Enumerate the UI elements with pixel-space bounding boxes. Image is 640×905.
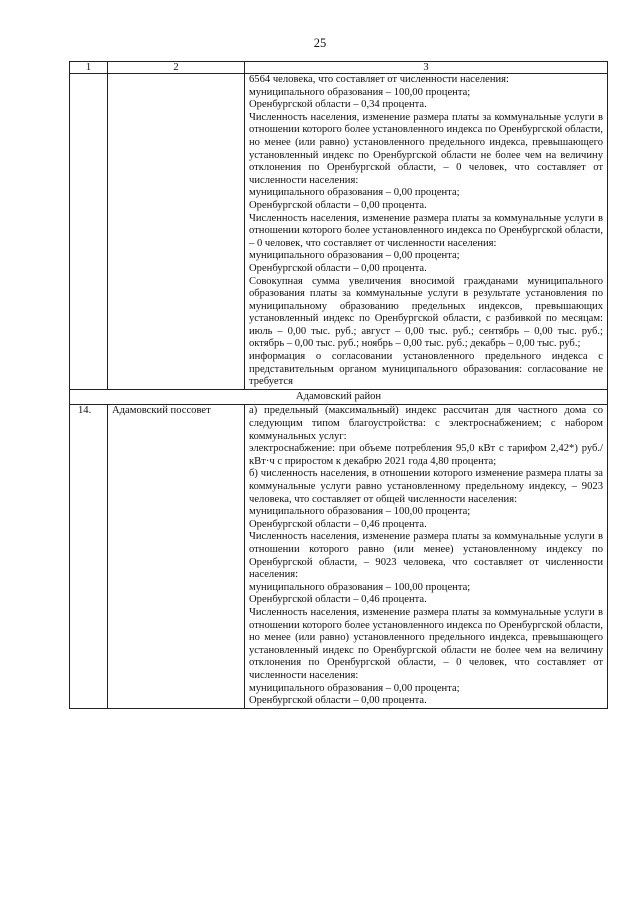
paragraph: Численность населения, изменение размера платы за коммунальные услуги в отношении которого более установленного индекса по Оренбургской области, но менее (или равно) установленного предельного индекса, превышающего установленный индекс по Оренбургской области не более чем на величину отклонения по Оренбургской области, – 0 человек, что составляет от численности населения: — [249, 606, 603, 681]
paragraph: муниципального образования – 0,00 процента; — [249, 250, 460, 262]
paragraph: Численность населения, изменение размера платы за коммунальные услуги в отношении которого более установленного индекса по Оренбургской области, но менее (или равно) установленного предельного индекса, превышающего установленный индекс по Оренбургской области не более чем на величину отклонения по Оренбургской области, – 0 человек, что составляет от численности населения: — [249, 111, 603, 186]
table-row-14 — [70, 405, 608, 708]
header-col-3: 3 — [245, 62, 608, 74]
paragraph: Оренбургской области – 0,00 процента. — [249, 199, 427, 211]
paragraph: муниципального образования – 0,00 процента; — [249, 187, 460, 199]
row-municipality: Адамовский поссовет — [108, 405, 245, 708]
row-description — [245, 74, 608, 390]
paragraph: Оренбургской области – 0,46 процента. — [249, 594, 427, 606]
row-number — [70, 74, 108, 390]
paragraph: а) предельный (максимальный) индекс рассчитан для частного дома со следующим типом благоустройства: с электроснабжением; с набором коммунальных услуг: — [249, 405, 603, 442]
paragraph: Численность населения, изменение размера платы за коммунальные услуги в отношении которого равно (или менее) установленному индексу по Оренбургской области, – 9023 человека, что составляет от численности населения: — [249, 531, 603, 581]
paragraph: муниципального образования – 0,00 процента; — [249, 682, 460, 694]
paragraph: 6564 человека, что составляет от численности населения: — [249, 74, 509, 85]
paragraph: муниципального образования – 100,00 процента; — [249, 506, 471, 518]
header-col-2: 2 — [108, 62, 245, 74]
district-name: Адамовский район — [70, 389, 608, 405]
paragraph: Численность населения, изменение размера платы за коммунальные услуги в отношении которого более установленного индекса по Оренбургской области, – 0 человек, что составляет от численности населения: — [249, 212, 603, 249]
indices-table — [69, 61, 608, 709]
row-description — [245, 405, 608, 708]
paragraph: муниципального образования – 100,00 процента; — [249, 581, 471, 593]
paragraph: Оренбургской области – 0,00 процента. — [249, 262, 427, 274]
paragraph: Совокупная сумма увеличения вносимой гражданами муниципального образования платы за коммунальные услуги в результате установления по муниципальному образованию предельных индексов, превышающих установленный индекс по Оренбургской области, с разбивкой по месяцам: июль – 0,00 тыс. руб.; август – 0,00 тыс. руб.; сентябрь – 0,00 тыс. руб.; октябрь – 0,00 тыс. руб.; ноябрь – 0,00 тыс. руб.; декабрь – 0,00 тыс. руб.; — [249, 275, 603, 350]
paragraph: Оренбургской области – 0,46 процента. — [249, 518, 427, 530]
paragraph: информация о согласовании установленного предельного индекса с представительным органом муниципального образования: согласование не требуется — [249, 351, 603, 388]
paragraph: б) численность населения, в отношении которого изменение размера платы за коммунальные услуги равно установленному предельному индексу, – 9023 человека, что составляет от общей численности населения: — [249, 468, 603, 505]
paragraph: Оренбургской области – 0,34 процента. — [249, 99, 427, 111]
table-header-row — [70, 62, 608, 74]
table-row-continuation — [70, 74, 608, 390]
district-row — [70, 389, 608, 405]
paragraph: муниципального образования – 100,00 процента; — [249, 86, 471, 98]
row-municipality — [108, 74, 245, 390]
header-col-1: 1 — [70, 62, 108, 74]
page-number: 25 — [313, 36, 327, 50]
paragraph: Оренбургской области – 0,00 процента. — [249, 695, 427, 707]
paragraph: электроснабжение: при объеме потребления 95,0 кВт с тарифом 2,42*) руб./кВт·ч с приростом к декабрю 2021 года 4,80 процента; — [249, 443, 603, 467]
row-number: 14. — [70, 405, 108, 708]
